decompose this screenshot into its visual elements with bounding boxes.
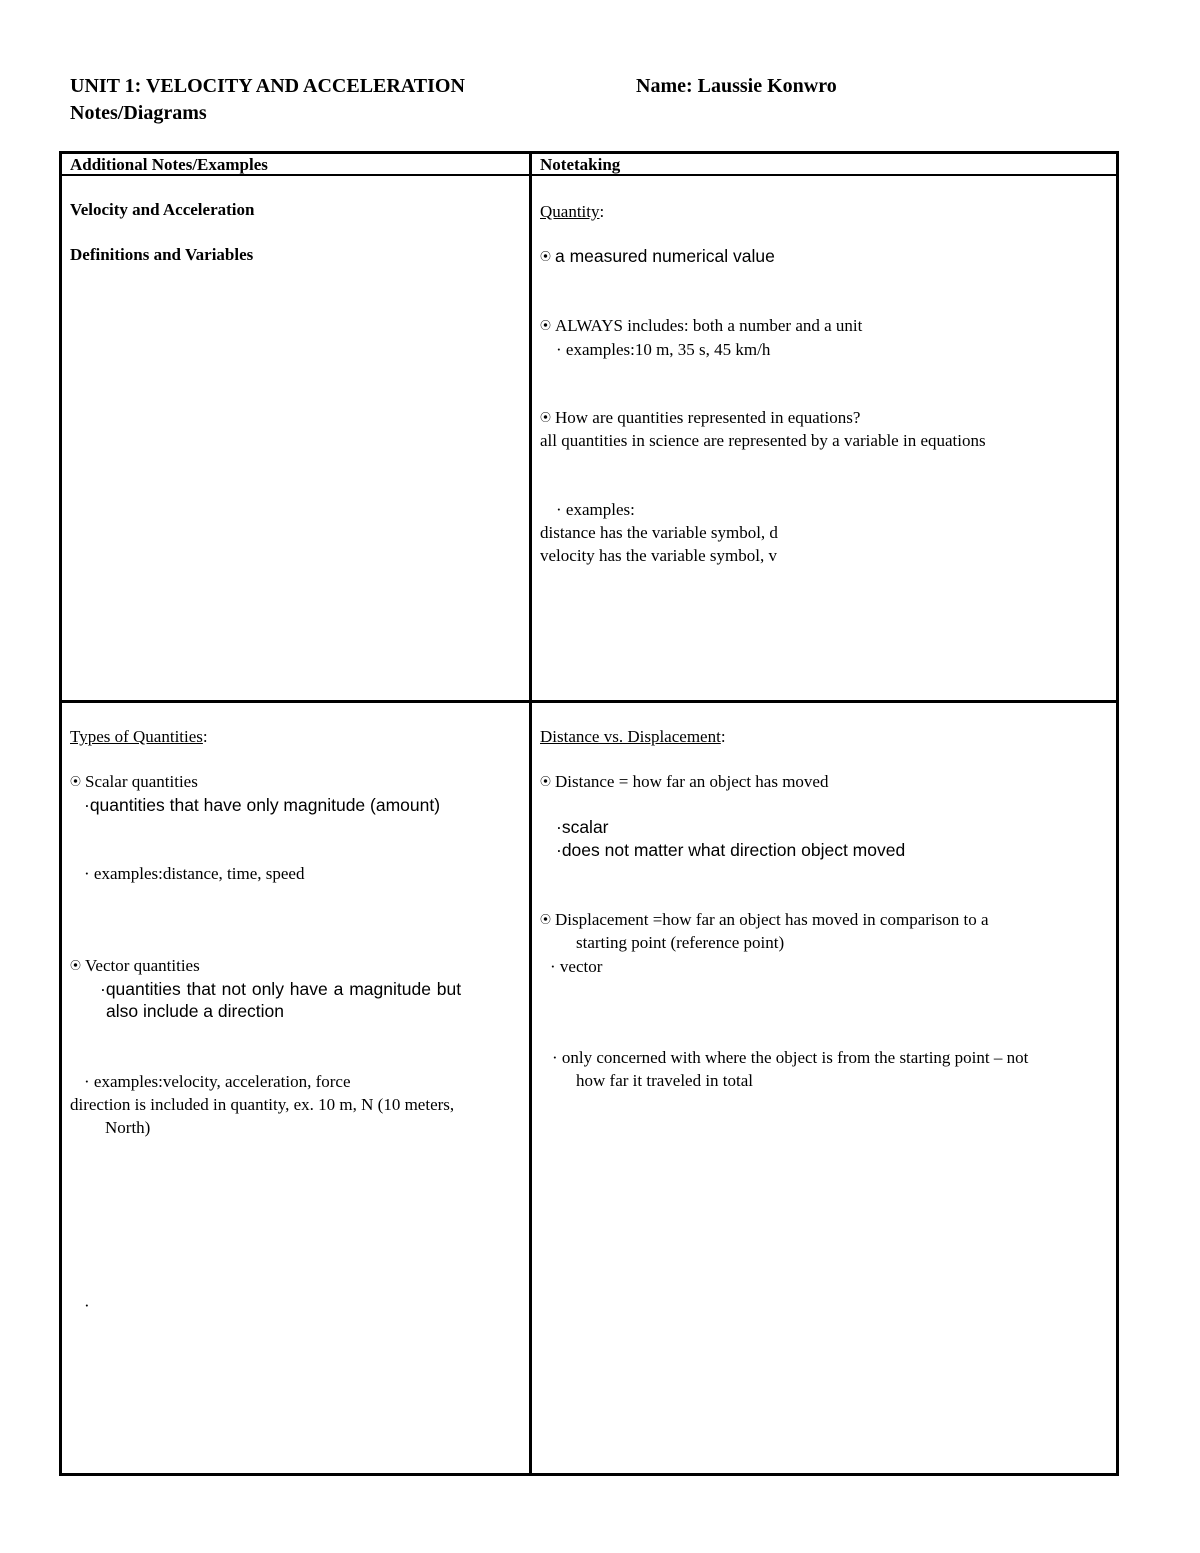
list-item: ⦿ How are quantities represented in equations?	[540, 408, 861, 427]
list-subitem: ·does not matter what direction object moved	[556, 840, 906, 860]
stray-dot: ·	[84, 1296, 90, 1315]
table-border-right	[1116, 151, 1119, 1476]
bullet-icon: ⦿	[540, 411, 551, 424]
bullet-icon: ⦿	[540, 913, 551, 926]
list-subitem: also include a direction	[106, 1001, 285, 1021]
text-line: North)	[105, 1118, 151, 1137]
list-item: ⦿ a measured numerical value	[540, 246, 775, 266]
types-heading: Types of Quantities:	[70, 727, 208, 746]
list-item: ⦿ Displacement =how far an object has moved in comparison to a	[540, 910, 989, 929]
bullet-icon: ⦿	[70, 775, 81, 788]
list-subitem: ·scalar	[556, 817, 609, 837]
table-border-bottom	[59, 1473, 1119, 1476]
bullet-icon: ⦿	[540, 319, 551, 332]
list-subitem: ·quantities that have only magnitude (amount)	[84, 795, 441, 815]
text-line: all quantities in science are represented by a variable in equations	[540, 431, 986, 450]
distance-displacement-heading: Distance vs. Displacement:	[540, 727, 726, 746]
column-divider	[529, 151, 532, 1476]
list-subitem: · vector	[550, 957, 603, 976]
list-item: ⦿ Vector quantities	[70, 956, 200, 975]
list-subitem: · examples:distance, time, speed	[84, 864, 305, 883]
column-header-notetaking: Notetaking	[540, 155, 621, 174]
student-name: Name: Laussie Konwro	[636, 75, 837, 97]
column-header-additional-notes: Additional Notes/Examples	[70, 155, 268, 174]
unit-title: UNIT 1: VELOCITY AND ACCELERATION	[70, 75, 465, 97]
bullet-icon: ⦿	[540, 775, 551, 788]
text-line: starting point (reference point)	[576, 933, 785, 952]
bullet-icon: ⦿	[540, 250, 551, 263]
example-line: distance has the variable symbol, d	[540, 523, 778, 542]
section-subtitle: Definitions and Variables	[70, 245, 254, 264]
bullet-icon: ⦿	[70, 959, 81, 972]
list-subitem: · examples:velocity, acceleration, force	[84, 1072, 351, 1091]
text-line: how far it traveled in total	[576, 1071, 754, 1090]
list-item: ⦿ Scalar quantities	[70, 772, 198, 791]
list-item: ⦿ ALWAYS includes: both a number and a unit	[540, 316, 863, 335]
row-divider	[59, 700, 1119, 703]
examples-label: · examples:	[556, 500, 635, 519]
table-border-left	[59, 151, 62, 1476]
list-subitem: · only concerned with where the object is from the starting point – not	[552, 1048, 1029, 1067]
list-subitem: · examples:10 m, 35 s, 45 km/h	[556, 340, 771, 359]
list-item: ⦿ Distance = how far an object has moved	[540, 772, 829, 791]
quantity-heading: Quantity:	[540, 202, 605, 221]
text-line: direction is included in quantity, ex. 10 m, N (10 meters,	[70, 1095, 455, 1114]
example-line: velocity has the variable symbol, v	[540, 546, 777, 565]
list-subitem: ·quantities that not only have a magnitude but	[100, 979, 462, 999]
page-subtitle: Notes/Diagrams	[70, 102, 207, 124]
section-title: Velocity and Acceleration	[70, 200, 255, 219]
